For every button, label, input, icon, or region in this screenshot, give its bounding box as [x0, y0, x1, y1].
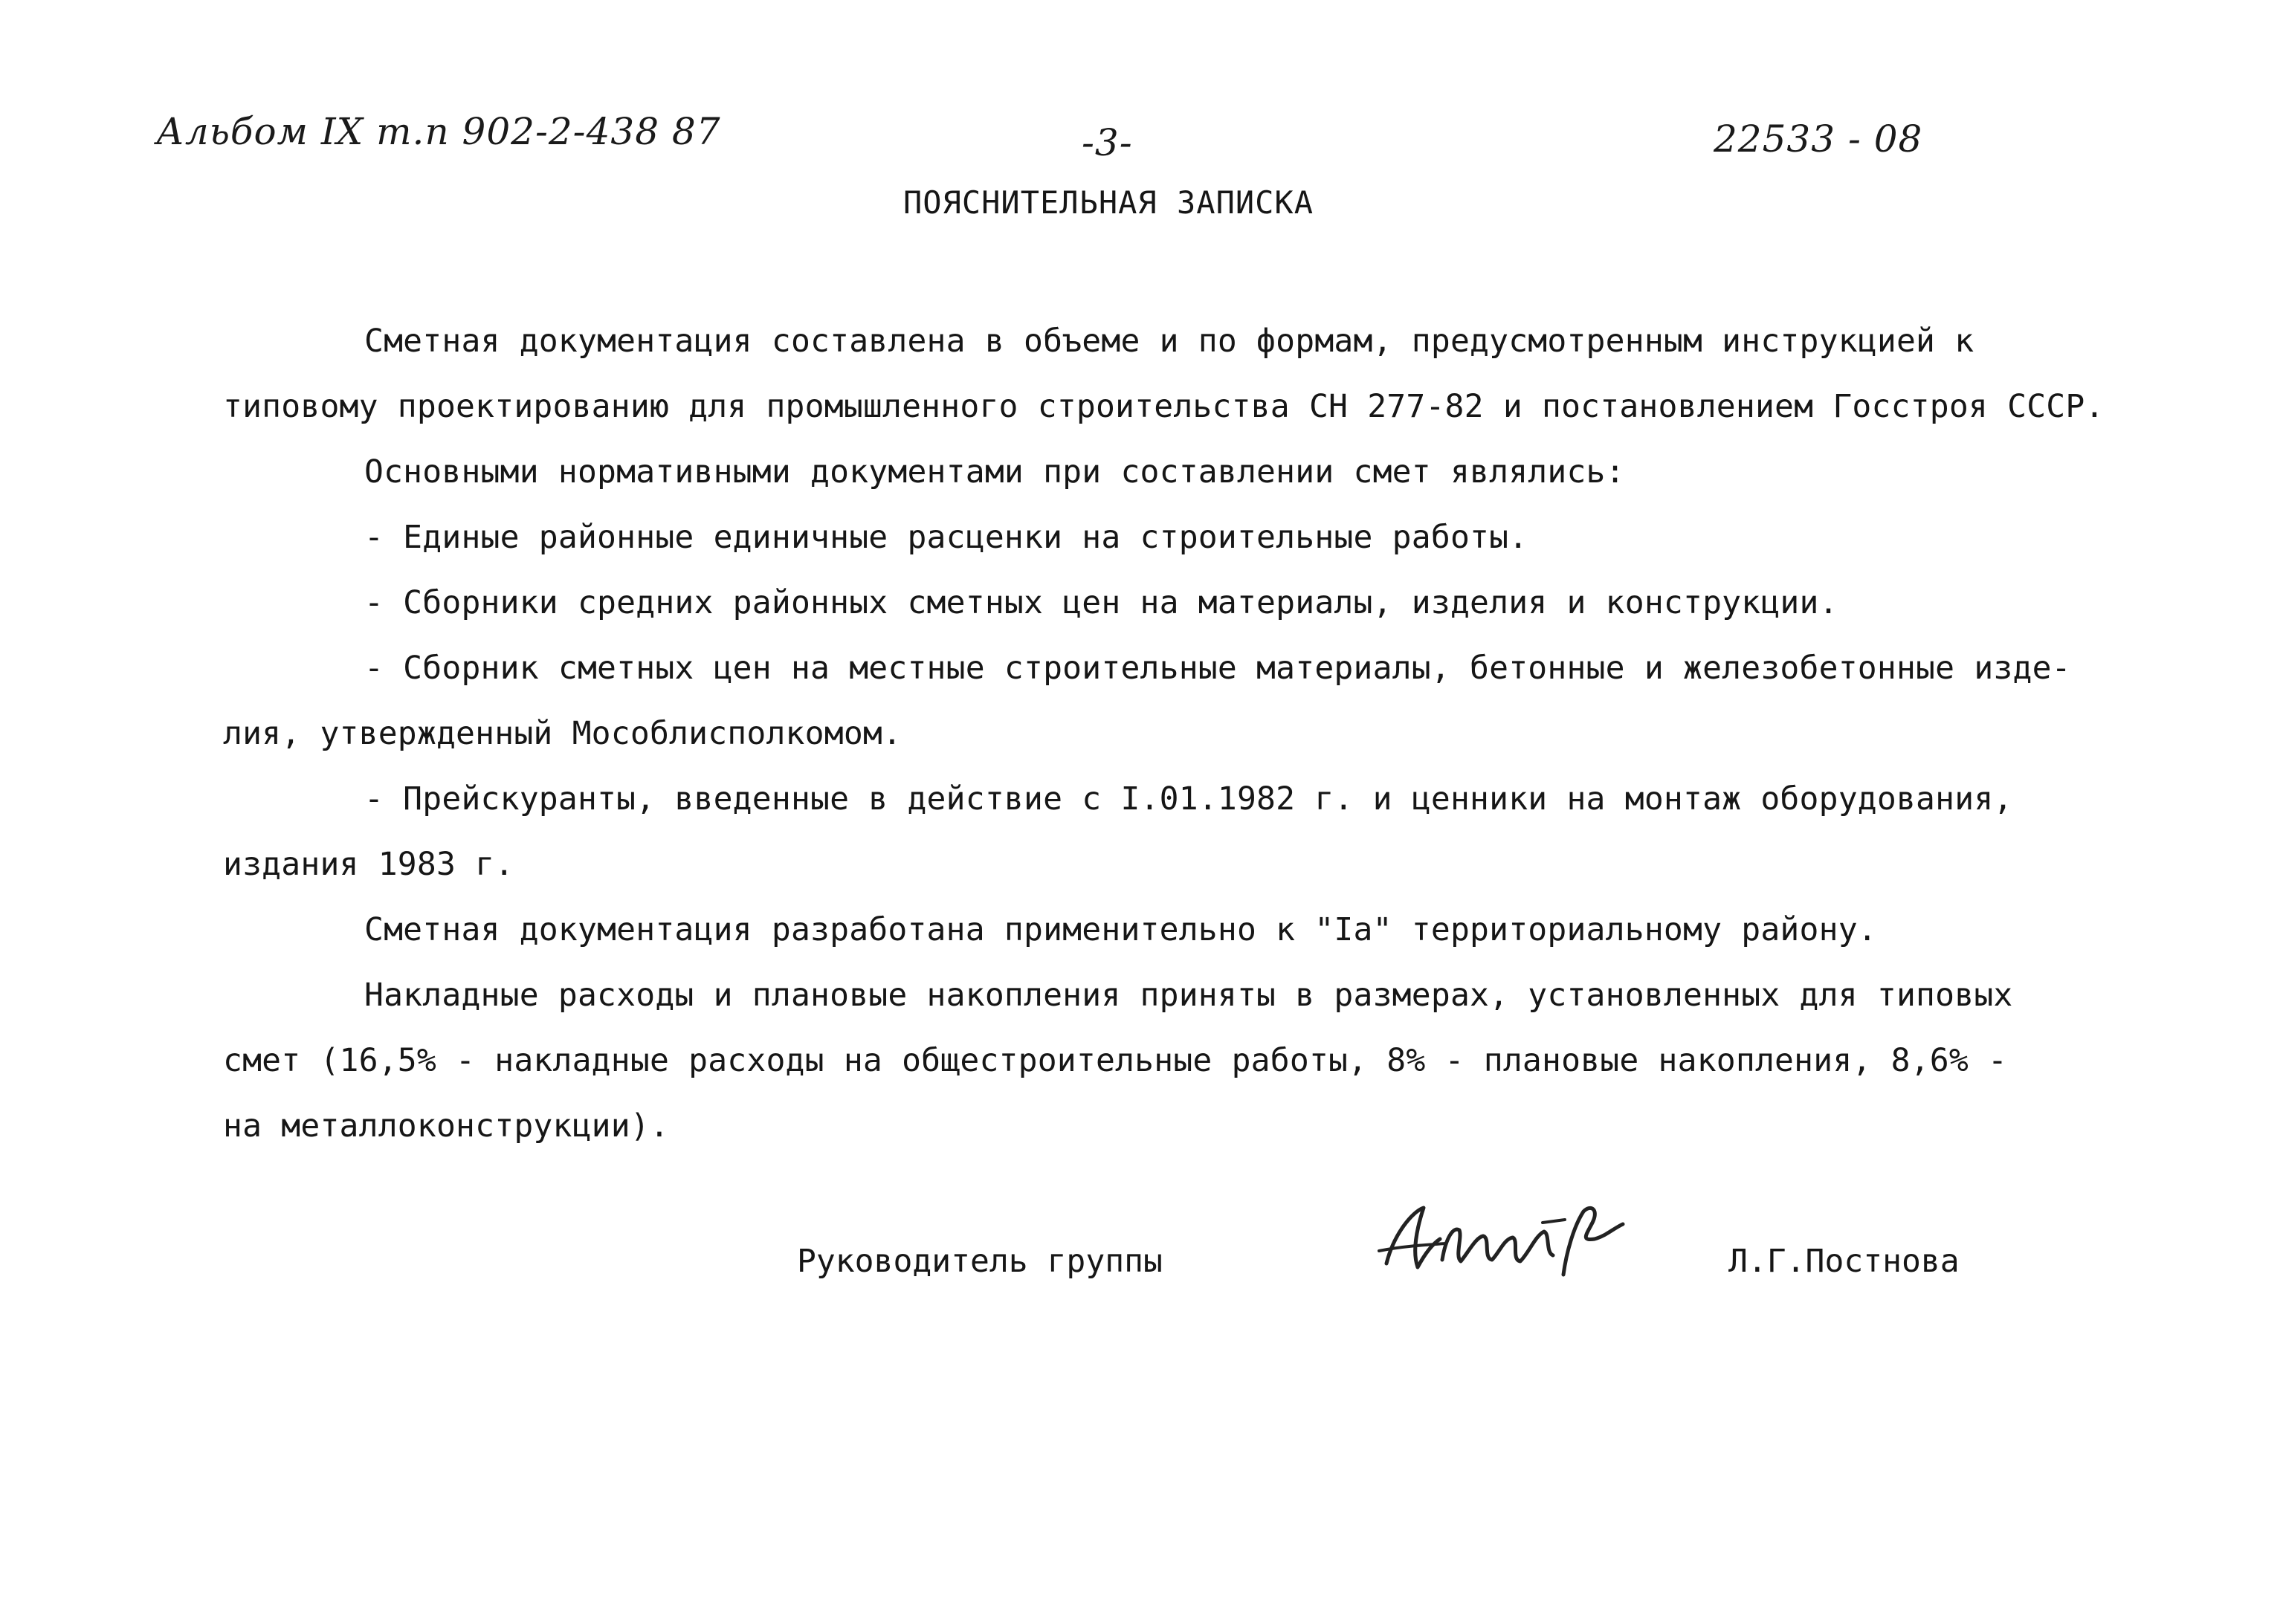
body-line: типовому проектированию для промышленного строительства СН 277-82 и постановлением Госстроя СССР.: [223, 388, 2105, 425]
body-line: Сметная документация разработана применительно к "Iа" территориальному району.: [364, 911, 1877, 948]
body-line: Основными нормативными документами при составлении смет являлись:: [364, 453, 1625, 491]
body-line: на металлоконструкции).: [223, 1107, 670, 1145]
body-line: Накладные расходы и плановые накопления приняты в размерах, установленных для типовых: [364, 977, 2013, 1014]
handwritten-signature: [1372, 1193, 1628, 1297]
signatory-name: Л.Г.Постнова: [1728, 1243, 1960, 1280]
page-number: -3-: [1082, 121, 1133, 164]
body-line: - Сборник сметных цен на местные строительные материалы, бетонные и железобетонные изде-: [364, 650, 2071, 687]
body-line: издания 1983 г.: [223, 846, 514, 883]
document-code: 22533 - 08: [1714, 117, 1923, 161]
body-line: - Прейскуранты, введенные в действие с I.01.1982 г. и ценники на монтаж оборудования,: [364, 780, 2013, 818]
body-line: - Единые районные единичные расценки на строительные работы.: [364, 519, 1528, 556]
album-reference: Альбом IX т.п 902-2-438 87: [156, 110, 721, 153]
body-line: смет (16,5% - накладные расходы на общестроительные работы, 8% - плановые накопления, 8,6% -: [223, 1042, 2008, 1079]
body-line: лия, утвержденный Мособлисполкомом.: [223, 715, 902, 752]
body-line: Сметная документация составлена в объеме и по формам, предусмотренным инструкцией к: [364, 323, 1974, 360]
signature-role: Руководитель группы: [797, 1243, 1163, 1280]
body-line: - Сборники средних районных сметных цен на материалы, изделия и конструкции.: [364, 584, 1838, 621]
page-title: ПОЯСНИТЕЛЬНАЯ ЗАПИСКА: [903, 184, 1314, 221]
